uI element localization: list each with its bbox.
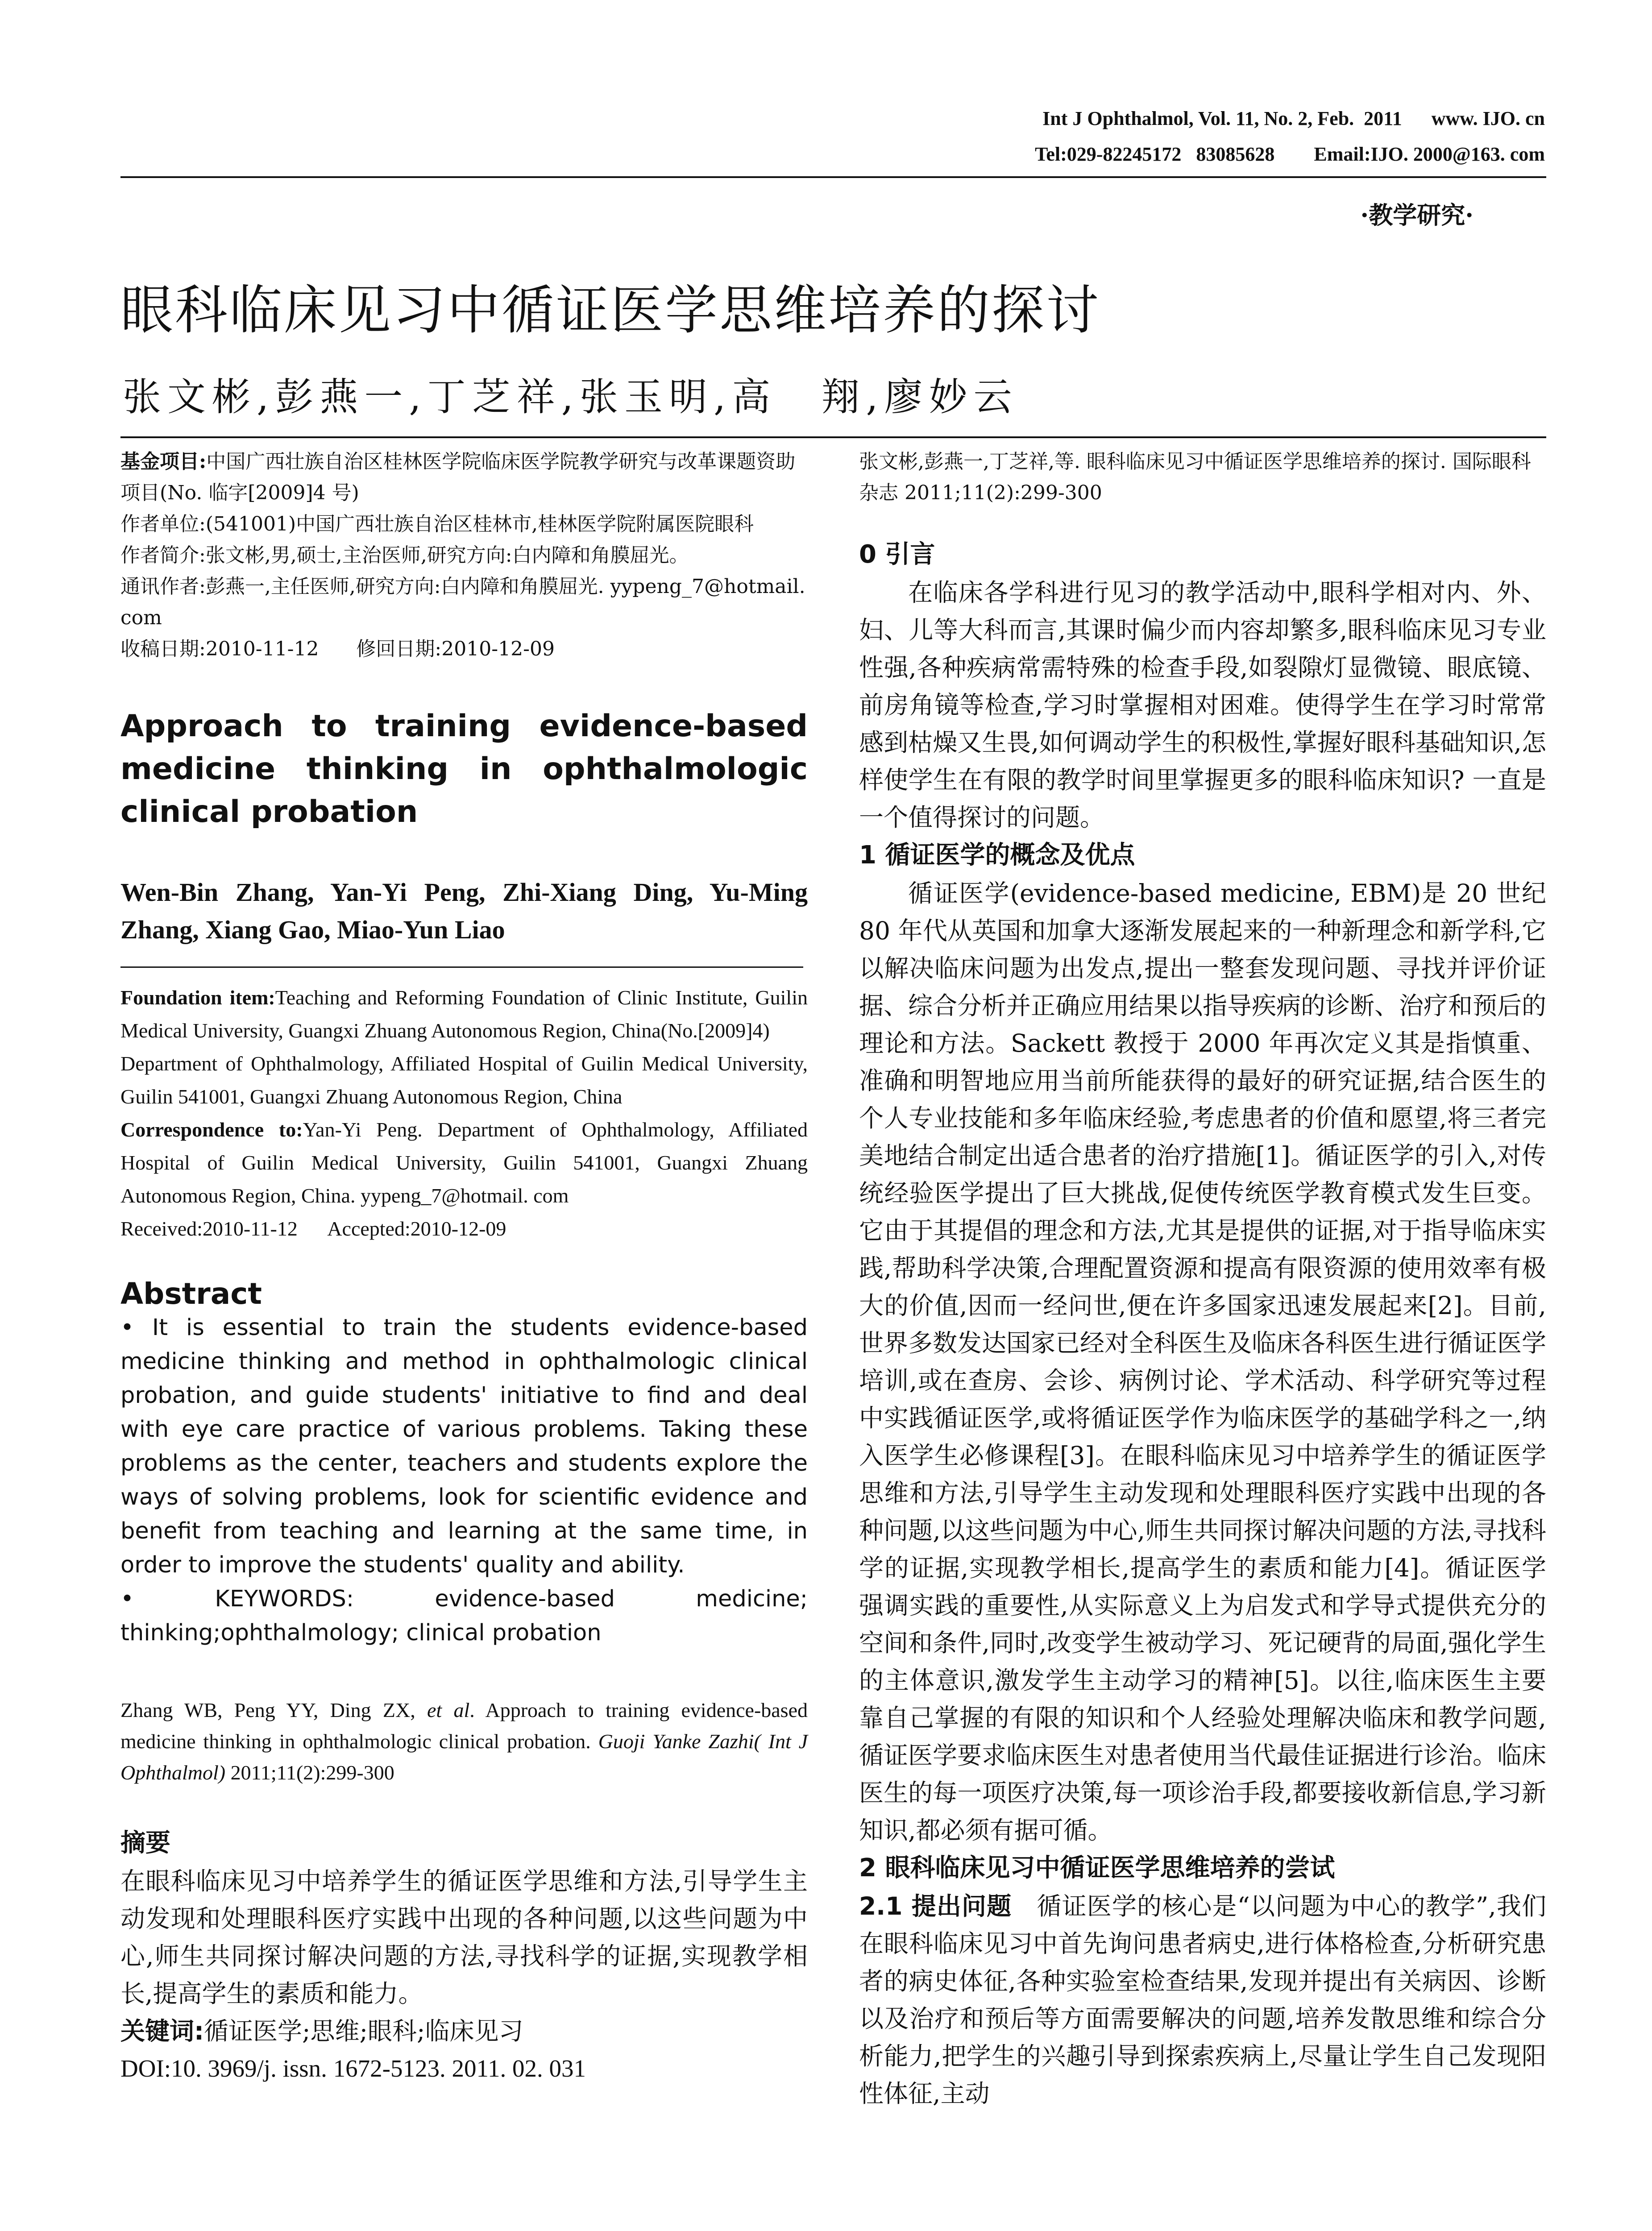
abstract-text: • It is essential to train the students evidence-based medicine thinking and method in ophthalmologic clinical probation, and guide students' initiative to find and deal with eye care practice of various problems. Taking these problems as the center, teachers and students explore the ways of solving problems, look for scientific evidence and benefit from teaching and learning at the same time, in order to improve the students' quality and ability. <box>120 1315 808 1578</box>
chinese-citation: 张文彬,彭燕一,丁芝祥,等. 眼科临床见习中循证医学思维培养的探讨. 国际眼科杂志 2011;11(2):299-300 <box>859 450 1531 504</box>
section-2-1-text: 循证医学的核心是“以问题为中心的教学”,我们在眼科临床见习中首先询问患者病史,进行体格检查,分析研究患者的病史体征,各种实验室检查结果,发现并提出有关病因、诊断以及治疗和预后等方面需要解决的问题,培养发散思维和综合分析能力,把学生的兴趣引导到探索疾病上,尽量让学生自己发现阳性体征,主动 <box>859 1892 1546 2108</box>
section-0-heading: 0 引言 <box>859 540 935 569</box>
article-authors: 张文彬,彭燕一,丁芝祥,张玉明,高 翔,廖妙云 <box>123 375 1018 419</box>
english-citation <box>120 1695 808 1788</box>
chinese-abstract-text: 在眼科临床见习中培养学生的循证医学思维和方法,引导学生主动发现和处理眼科医疗实践中出现的各种问题,以这些问题为中心,师生共同探讨解决问题的方法,寻找科学的证据,实现教学相长,提高学生的素质和能力。 <box>120 1867 808 2008</box>
citation-part: Zhang WB, Peng YY, Ding ZX, <box>120 1699 427 1721</box>
author-unit-note: 作者单位:(541001)中国广西壮族自治区桂林市,桂林医学院附属医院眼科 <box>120 513 754 535</box>
keywords-text: • KEYWORDS: evidence-based medicine; thinking;ophthalmology; clinical probation <box>120 1586 808 1646</box>
journal-header-line-1: Int J Ophthalmol, Vol. 11, No. 2, Feb. 2011 www. IJO. cn <box>1042 108 1545 129</box>
citation-part: 2011;11(2):299-300 <box>225 1761 394 1784</box>
received-dates: 收稿日期:2010-11-12 修回日期:2010-12-09 <box>120 638 555 660</box>
received-accepted: Received:2010-11-12 Accepted:2010-12-09 <box>120 1217 506 1240</box>
section-0-paragraph: 在临床各学科进行见习的教学活动中,眼科学相对内、外、妇、儿等大科而言,其课时偏少而内容却繁多,眼科临床见习专业性强,各种疾病常需特殊的检查手段,如裂隙灯显微镜、眼底镜、前房角镜等检查,学习时掌握相对困难。使得学生在学习时常常感到枯燥又生畏,如何调动学生的积极性,掌握好眼科基础知识,怎样使学生在有限的教学时间里掌握更多的眼科临床知识? 一直是一个值得探讨的问题。 <box>859 578 1546 832</box>
section-2-heading: 2 眼科临床见习中循证医学思维培养的尝试 <box>859 1854 1335 1883</box>
fund-note <box>120 446 808 509</box>
foundation-text: Teaching and Reforming Foundation of Clinic Institute, Guilin Medical University, Guangxi Zhuang Autonomous Region, China(No.[2009]4) <box>120 986 808 1042</box>
department-note: Department of Ophthalmology, Affiliated Hospital of Guilin Medical University, Guilin 541001, Guangxi Zhuang Autonomous Region, China <box>120 1052 808 1108</box>
section-2-1-paragraph <box>859 1887 1546 2112</box>
section-tag: ·教学研究· <box>1360 201 1474 229</box>
chinese-keywords <box>120 2012 808 2050</box>
section-1-heading: 1 循证医学的概念及优点 <box>859 841 1135 870</box>
foundation-label: Foundation item: <box>120 986 275 1009</box>
fund-label: 基金项目: <box>120 450 207 473</box>
correspondence-note <box>120 1113 808 1212</box>
right-column <box>859 446 1546 2112</box>
foundation-item <box>120 981 808 1047</box>
english-authors: Wen-Bin Zhang, Yan-Yi Peng, Zhi-Xiang Ding, Yu-Ming Zhang, Xiang Gao, Miao-Yun Liao <box>120 878 808 944</box>
citation-etal: et al <box>427 1699 470 1721</box>
chinese-keywords-label: 关键词: <box>120 2017 204 2045</box>
header-rule <box>120 176 1546 178</box>
author-bio-note: 作者简介:张文彬,男,硕士,主治医师,研究方向:白内障和角膜屈光。 <box>120 544 689 567</box>
english-title: Approach to training evidence-based medicine thinking in ophthalmologic clinical probation <box>120 709 808 829</box>
abstract-heading: Abstract <box>120 1277 262 1311</box>
citation-journal: Guoji Yanke Zazhi( Int J Ophthalmol) <box>120 1730 808 1784</box>
chinese-abstract-heading: 摘要 <box>120 1829 170 1858</box>
correspondence-label: Correspondence to: <box>120 1118 303 1141</box>
chinese-keywords-text: 循证医学;思维;眼科;临床见习 <box>204 2017 523 2045</box>
journal-header-line-2: Tel:029-82245172 83085628 Email:IJO. 2000@163. com <box>1035 143 1545 165</box>
section-1-paragraph: 循证医学(evidence-based medicine, EBM)是 20 世纪 80 年代从英国和加拿大逐渐发展起来的一种新理念和新学科,它以解决临床问题为出发点,提出一整套发现问题、寻找并评价证据、综合分析并正确应用结果以指导疾病的诊断、治疗和预后的理论和方法。Sackett 教授于 2000 年再次定义其是指慎重、准确和明智地应用当前所能获得的最好的研究证据,结合医生的个人专业技能和多年临床经验,考虑患者的价值和愿望,将三者完美地结合制定出适合患者的治疗措施[1]。循证医学的引入,对传统经验医学提出了巨大挑战,促使传统医学教育模式发生巨变。它由于其提倡的理念和方法,尤其是提供的证据,对于指导临床实践,帮助科学决策,合理配置资源和提高有限资源的使用效率有极大的价值,因而一经问世,便在许多国家迅速发展起来[2]。目前,世界多数发达国家已经对全科医生及临床各科医生进行循证医学培训,或在查房、会诊、病例讨论、学术活动、科学研究等过程中实践循证医学,或将循证医学作为临床医学的基础学科之一,纳入医学生必修课程[3]。在眼科临床见习中培养学生的循证医学思维和方法,引导学生主动发现和处理眼科医疗实践中出现的各种问题,以这些问题为中心,师生共同探讨解决问题的方法,寻找科学的证据,实现教学相长,提高学生的素质和能力[4]。循证医学强调实践的重要性,从实际意义上为启发式和学导式提供充分的空间和条件,同时,改变学生被动学习、死记硬背的局面,强化学生的主体意识,激发学生主动学习的精神[5]。以往,临床医生主要靠自己掌握的有限的知识和个人经验处理解决临床和教学问题,循证医学要求临床医生对患者使用当代最佳证据进行诊治。临床医生的每一项医疗决策,每一项诊治手段,都要接收新信息,学习新知识,都必须有据可循。 <box>859 879 1547 1845</box>
english-authors-rule <box>120 966 803 968</box>
left-column <box>120 446 808 2087</box>
citation-part: . Approach to training evidence-based medicine thinking in ophthalmologic clinical probation. <box>120 1699 808 1753</box>
fund-text: 中国广西壮族自治区桂林医学院临床医学院教学研究与改革课题资助项目(No. 临字[2009]4 号) <box>120 450 796 504</box>
article-title: 眼科临床见习中循证医学思维培养的探讨 <box>120 279 1101 341</box>
doi: DOI:10. 3969/j. issn. 1672-5123. 2011. 02. 031 <box>120 2055 586 2082</box>
corresponding-author-note: 通讯作者:彭燕一,主任医师,研究方向:白内障和角膜屈光. yypeng_7@hotmail. com <box>120 575 805 629</box>
title-rule <box>120 436 1546 438</box>
correspondence-text: Yan-Yi Peng. Department of Ophthalmology, Affiliated Hospital of Guilin Medical University, Guilin 541001, Guangxi Zhuang Autonomous Region, China. yypeng_7@hotmail. com <box>120 1118 808 1207</box>
section-2-1-label: 2.1 提出问题 <box>859 1892 1012 1920</box>
